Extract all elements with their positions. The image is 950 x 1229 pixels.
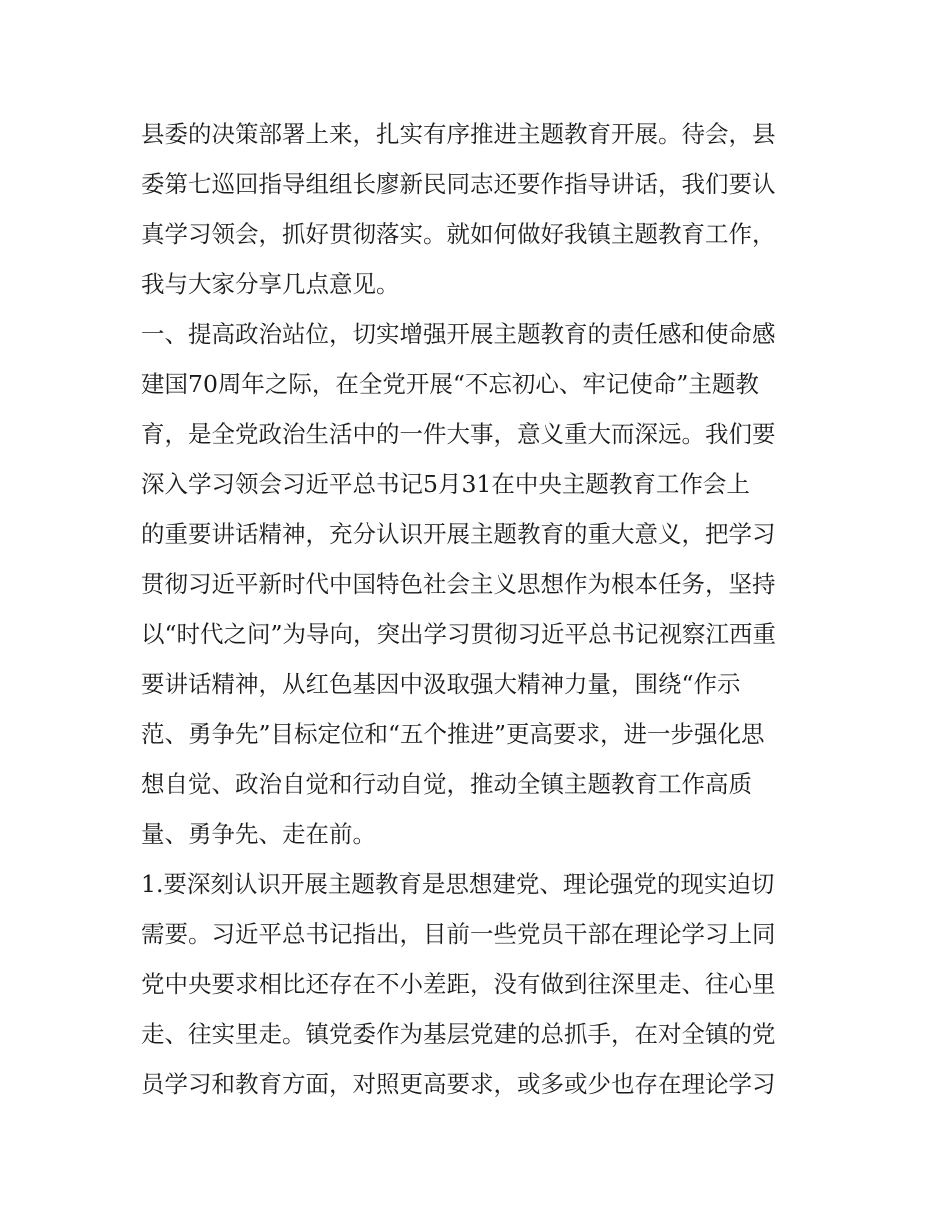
text-line: 党中央要求相比还存在不小差距，没有做到往深里走、往心里 (141, 970, 776, 998)
text-line: 委第七巡回指导组组长廖新民同志还要作指导讲话，我们要认 (141, 170, 776, 198)
text-line: 量、勇争先、走在前。 (141, 820, 376, 848)
text-line: 需要。习近平总书记指出，目前一些党员干部在理论学习上同 (141, 920, 776, 948)
text-line: 真学习领会，抓好贯彻落实。就如何做好我镇主题教育工作， (141, 220, 776, 248)
text-line: 范、勇争先”目标定位和“五个推进”更高要求，进一步强化思 (141, 720, 765, 748)
subsection-heading: 1.要深刻认识开展主题教育是思想建党、理论强党的现实迫切 (141, 870, 775, 898)
text-line: 走、往实里走。镇党委作为基层党建的总抓手，在对全镇的党 (141, 1020, 776, 1048)
text-line: 建国70周年之际，在全党开展“不忘初心、牢记使命”主题教 (141, 370, 759, 398)
text-line: 育，是全党政治生活中的一件大事，意义重大而深远。我们要 (141, 420, 776, 448)
text-line: 以“时代之问”为导向，突出学习贯彻习近平总书记视察江西重 (141, 620, 777, 648)
text-line: 我与大家分享几点意见。 (141, 270, 400, 298)
document-body (141, 109, 821, 1109)
text-line: 县委的决策部署上来，扎实有序推进主题教育开展。待会，县 (141, 120, 776, 148)
text-line: 贯彻习近平新时代中国特色社会主义思想作为根本任务，坚持 (141, 570, 776, 598)
text-line: 员学习和教育方面，对照更高要求，或多或少也存在理论学习 (141, 1070, 776, 1098)
section-heading: 一、提高政治站位，切实增强开展主题教育的责任感和使命感 (141, 320, 776, 348)
text-line: 深入学习领会习近平总书记5月31在中央主题教育工作会上 (141, 470, 750, 498)
text-line: 要讲话精神，从红色基因中汲取强大精神力量，围绕“作示 (141, 670, 741, 698)
text-line: 想自觉、政治自觉和行动自觉，推动全镇主题教育工作高质 (141, 770, 752, 798)
text-line: 的重要讲话精神，充分认识开展主题教育的重大意义，把学习 (141, 520, 776, 548)
